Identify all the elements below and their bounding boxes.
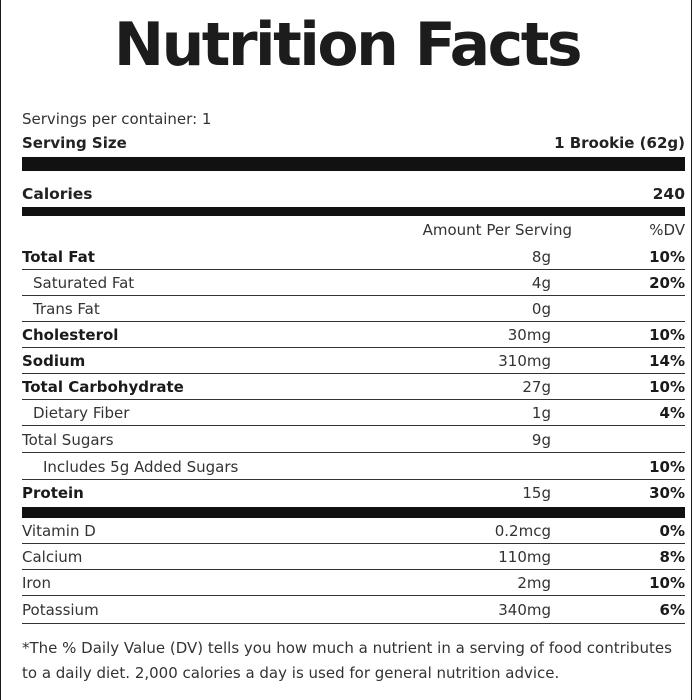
nutrient-name: Total Sugars [22, 431, 114, 449]
nutrient-amount: 310mg [498, 352, 551, 370]
serving-size-label: Serving Size [22, 134, 127, 152]
nutrient-amount: 0g [531, 300, 551, 318]
nutrient-row-sodium [22, 348, 685, 374]
nutrient-name: Includes 5g Added Sugars [43, 458, 239, 476]
label-title: Nutrition Facts [113, 10, 581, 80]
amount-per-serving-header: Amount Per Serving [422, 221, 572, 239]
nutrient-row-total-carbohydrate [22, 374, 685, 400]
calories-label: Calories [22, 185, 93, 203]
vitamin-amount: 340mg [498, 601, 551, 619]
nutrient-row-total-fat [22, 244, 685, 270]
nutrient-amount: 15g [522, 484, 551, 502]
nutrient-name: Sodium [22, 352, 86, 370]
vitamin-name: Potassium [22, 601, 99, 619]
vitamin-row-vitamin-d [22, 518, 685, 544]
daily-value-footnote: *The % Daily Value (DV) tells you how much a nutrient in a serving of food contributes to a daily diet. 2,000 calories a day is used for general nutrition advice. [22, 639, 672, 682]
nutrient-dv: 10% [649, 458, 685, 476]
calories-value: 240 [652, 185, 685, 203]
vitamin-dv: 8% [659, 548, 685, 566]
nutrient-name: Dietary Fiber [33, 404, 130, 422]
nutrient-row-cholesterol [22, 322, 685, 348]
nutrient-name: Total Fat [22, 248, 95, 266]
vitamin-amount: 110mg [498, 548, 551, 566]
vitamin-amount: 0.2mcg [494, 522, 551, 540]
vitamin-name: Iron [22, 574, 51, 592]
vitamin-row-calcium [22, 544, 685, 570]
nutrient-amount: 4g [531, 274, 551, 292]
vitamin-dv: 6% [659, 601, 685, 619]
nutrient-dv: 30% [649, 484, 685, 502]
nutrient-row-total-sugars [22, 427, 685, 453]
nutrient-dv: 10% [649, 378, 685, 396]
medium-divider [22, 207, 685, 216]
nutrient-row-added-sugars [22, 454, 685, 480]
nutrient-amount: 30mg [507, 326, 551, 344]
nutrient-dv: 20% [649, 274, 685, 292]
calories-row [22, 184, 685, 204]
nutrient-dv: 10% [649, 248, 685, 266]
nutrient-row-saturated-fat [22, 270, 685, 296]
nutrient-amount: 9g [531, 431, 551, 449]
nutrient-amount: 1g [531, 404, 551, 422]
nutrient-row-protein [22, 480, 685, 506]
vitamin-name: Vitamin D [22, 522, 96, 540]
vitamins-divider [22, 507, 685, 518]
nutrient-row-trans-fat [22, 296, 685, 322]
serving-size-row [22, 133, 685, 153]
vitamin-dv: 10% [649, 574, 685, 592]
nutrient-row-dietary-fiber [22, 400, 685, 426]
nutrient-amount: 27g [522, 378, 551, 396]
vitamin-row-potassium [22, 597, 685, 624]
nutrient-dv: 4% [659, 404, 685, 422]
nutrient-name: Trans Fat [33, 300, 100, 318]
nutrient-amount: 8g [531, 248, 551, 266]
thick-divider [22, 157, 685, 171]
column-headers [22, 220, 685, 240]
nutrient-name: Cholesterol [22, 326, 119, 344]
daily-value-header: %DV [649, 221, 685, 239]
nutrient-name: Total Carbohydrate [22, 378, 184, 396]
nutrient-name: Protein [22, 484, 84, 502]
nutrient-dv: 10% [649, 326, 685, 344]
vitamin-amount: 2mg [517, 574, 551, 592]
vitamin-name: Calcium [22, 548, 83, 566]
vitamin-row-iron [22, 570, 685, 596]
serving-size-value: 1 Brookie (62g) [554, 134, 685, 152]
vitamin-dv: 0% [659, 522, 685, 540]
servings-per-container: Servings per container: 1 [22, 110, 212, 128]
nutrient-name: Saturated Fat [33, 274, 135, 292]
nutrient-dv: 14% [649, 352, 685, 370]
